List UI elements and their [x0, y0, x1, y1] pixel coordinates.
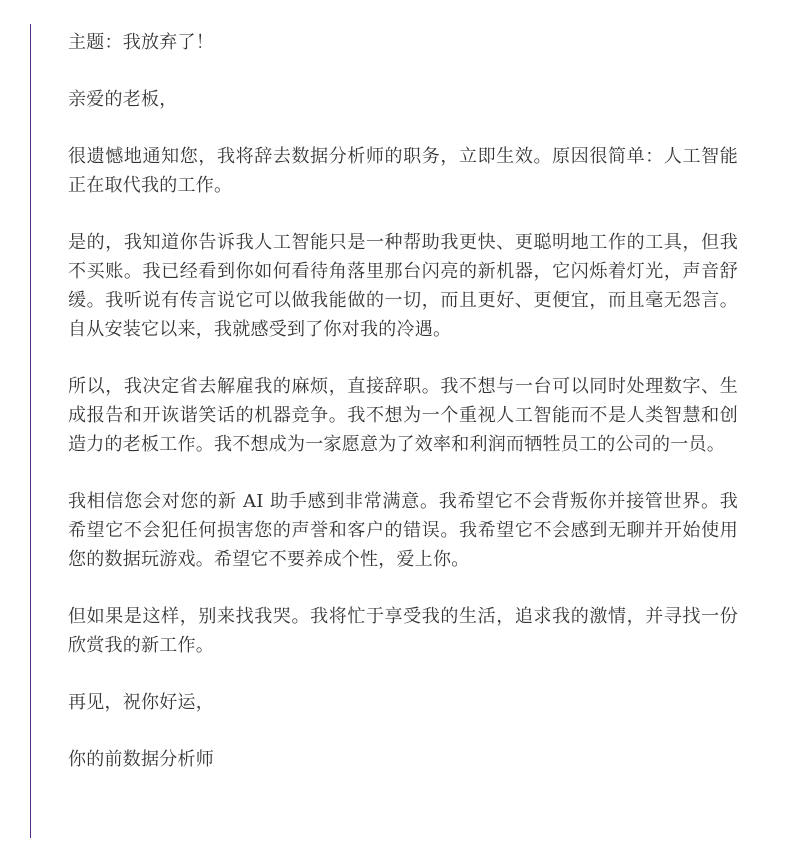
letter-signature: 你的前数据分析师 [68, 749, 214, 770]
letter-paragraph-3: 所以，我决定省去解雇我的麻烦，直接辞职。我不想与一台可以同时处理数字、生成报告和开诙谐笑话的机器竞争。我不想为一个重视人工智能而不是人类智慧和创造力的老板工作。我不想成为一家愿意为了效率和利润而牺牲员工的公司的一员。 [68, 376, 738, 455]
letter-paragraph-2: 是的，我知道你告诉我人工智能只是一种帮助我更快、更聪明地工作的工具，但我不买账。我已经看到你如何看待角落里那台闪亮的新机器，它闪烁着灯光，声音舒缓。我听说有传言说它可以做我能做的一切，而且更好、更便宜，而且毫无怨言。自从安装它以来，我就感受到了你对我的冷遇。 [68, 232, 738, 340]
letter-greeting: 亲爱的老板， [68, 89, 178, 110]
letter-paragraph-1: 很遗憾地通知您，我将辞去数据分析师的职务，立即生效。原因很简单：人工智能正在取代我的工作。 [68, 146, 738, 196]
letter-subject: 主题：我放弃了！ [68, 32, 214, 53]
letter-paragraph-4: 我相信您会对您的新 AI 助手感到非常满意。我希望它不会背叛你并接管世界。我希望它不会犯任何损害您的声誉和客户的错误。我希望它不会感到无聊并开始使用您的数据玩游戏。希望它不要养成个性，爱上你。 [68, 491, 738, 570]
letter-farewell: 再见，祝你好运， [68, 692, 214, 713]
letter-paragraph-5: 但如果是这样，别来找我哭。我将忙于享受我的生活，追求我的激情，并寻找一份欣赏我的新工作。 [68, 606, 738, 656]
blockquote-left-border [30, 24, 31, 838]
resignation-letter [68, 28, 738, 774]
